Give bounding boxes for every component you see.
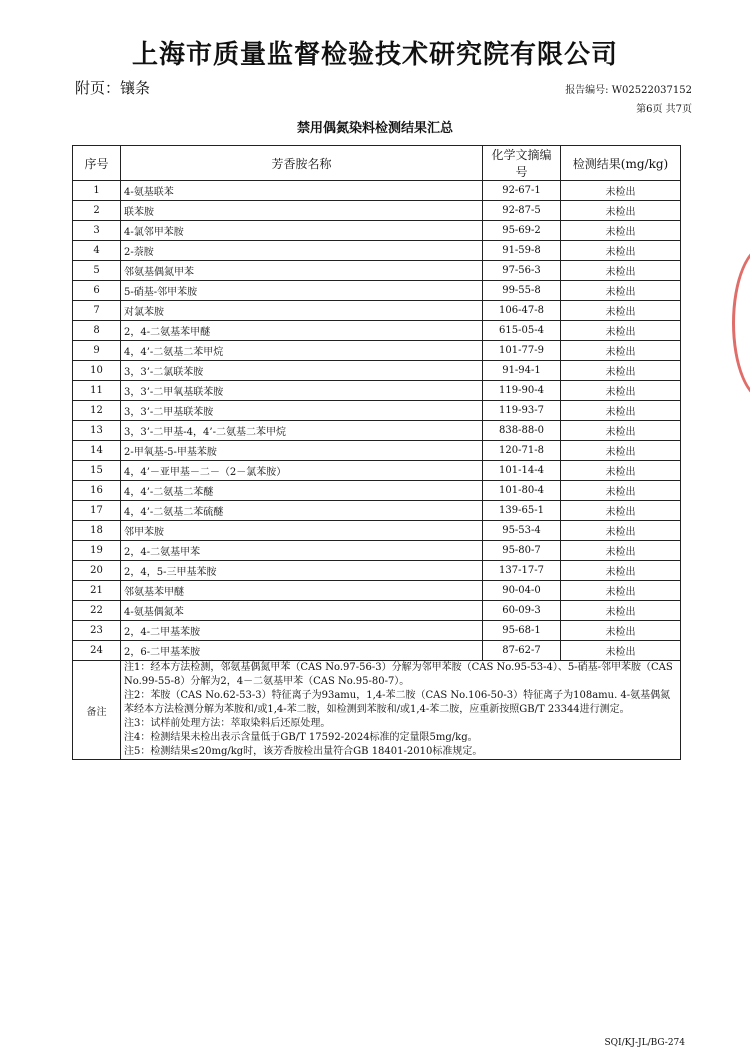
- cell-name: 2-萘胺: [121, 241, 483, 261]
- cell-result: 未检出: [561, 321, 681, 341]
- table-row: [73, 621, 681, 641]
- notes-content: [121, 661, 681, 760]
- cell-no: 1: [73, 181, 121, 201]
- cell-no: 13: [73, 421, 121, 441]
- cell-cas: 139-65-1: [483, 501, 561, 521]
- table-title: 禁用偶氮染料检测结果汇总: [296, 121, 453, 136]
- cell-name: 4-氨基偶氮苯: [121, 601, 483, 621]
- cell-cas: 101-80-4: [483, 481, 561, 501]
- cell-result: 未检出: [561, 401, 681, 421]
- cell-name: 2，6-二甲基苯胺: [121, 641, 483, 661]
- note-line: 注3：试样前处理方法：萃取染料后还原处理。: [124, 718, 331, 729]
- note-line: 注5：检测结果≤20mg/kg时，该芳香胺检出量符合GB 18401-2010标准规定。: [124, 746, 483, 757]
- note-line: 注1：经本方法检测，邻氨基偶氮甲苯（CAS No.97-56-3）分解为邻甲苯胺（CAS No.95-53-4）、5-硝基-邻甲苯胺（CAS No.99-55-8）分解为2，4－二氨基甲苯（CAS No.95-80-7）。: [124, 662, 673, 687]
- cell-no: 8: [73, 321, 121, 341]
- cell-result: 未检出: [561, 301, 681, 321]
- cell-result: 未检出: [561, 201, 681, 221]
- cell-no: 18: [73, 521, 121, 541]
- cell-name: 3，3’-二氯联苯胺: [121, 361, 483, 381]
- cell-cas: 615-05-4: [483, 321, 561, 341]
- column-header-result: 检测结果(mg/kg): [561, 146, 681, 181]
- cell-name: 2，4-二氨基苯甲醚: [121, 321, 483, 341]
- cell-no: 20: [73, 561, 121, 581]
- cell-no: 17: [73, 501, 121, 521]
- cell-cas: 97-56-3: [483, 261, 561, 281]
- table-header-row: [73, 146, 681, 181]
- notes-label: 备注: [73, 661, 121, 760]
- cell-cas: 91-59-8: [483, 241, 561, 261]
- cell-cas: 60-09-3: [483, 601, 561, 621]
- cell-name: 4，4’-二氨基二苯甲烷: [121, 341, 483, 361]
- cell-no: 11: [73, 381, 121, 401]
- cell-name: 邻甲苯胺: [121, 521, 483, 541]
- table-row: [73, 181, 681, 201]
- cell-result: 未检出: [561, 341, 681, 361]
- cell-cas: 838-88-0: [483, 421, 561, 441]
- cell-cas: 101-14-4: [483, 461, 561, 481]
- cell-no: 19: [73, 541, 121, 561]
- cell-cas: 119-90-4: [483, 381, 561, 401]
- cell-cas: 87-62-7: [483, 641, 561, 661]
- cell-result: 未检出: [561, 461, 681, 481]
- cell-name: 邻氨基偶氮甲苯: [121, 261, 483, 281]
- cell-cas: 95-69-2: [483, 221, 561, 241]
- document-code: SQI/KJ-JL/BG-274: [604, 1038, 685, 1048]
- cell-result: 未检出: [561, 581, 681, 601]
- table-row: [73, 541, 681, 561]
- cell-name: 2-甲氧基-5-甲基苯胺: [121, 441, 483, 461]
- cell-result: 未检出: [561, 541, 681, 561]
- table-row: [73, 461, 681, 481]
- cell-no: 21: [73, 581, 121, 601]
- cell-result: 未检出: [561, 261, 681, 281]
- note-line: 注4：检测结果未检出表示含量低于GB/T 17592-2024标准的定量限5mg/kg。: [124, 732, 478, 743]
- table-row: [73, 581, 681, 601]
- red-seal-stamp: [732, 245, 750, 401]
- cell-no: 3: [73, 221, 121, 241]
- cell-cas: 106-47-8: [483, 301, 561, 321]
- cell-result: 未检出: [561, 221, 681, 241]
- column-header-cas: 化学文摘编号: [483, 146, 561, 181]
- table-row: [73, 381, 681, 401]
- cell-result: 未检出: [561, 381, 681, 401]
- table-row: [73, 481, 681, 501]
- cell-no: 23: [73, 621, 121, 641]
- cell-cas: 119-93-7: [483, 401, 561, 421]
- table-row: [73, 281, 681, 301]
- cell-cas: 95-80-7: [483, 541, 561, 561]
- cell-name: 2，4-二氨基甲苯: [121, 541, 483, 561]
- table-row: [73, 521, 681, 541]
- cell-no: 5: [73, 261, 121, 281]
- cell-no: 6: [73, 281, 121, 301]
- table-row: [73, 641, 681, 661]
- cell-name: 3，3’-二甲基联苯胺: [121, 401, 483, 421]
- cell-result: 未检出: [561, 441, 681, 461]
- table-row: [73, 561, 681, 581]
- table-row: [73, 401, 681, 421]
- cell-result: 未检出: [561, 501, 681, 521]
- cell-name: 2，4-二甲基苯胺: [121, 621, 483, 641]
- cell-result: 未检出: [561, 621, 681, 641]
- cell-cas: 95-53-4: [483, 521, 561, 541]
- cell-name: 3，3’-二甲基-4，4’-二氨基二苯甲烷: [121, 421, 483, 441]
- cell-no: 2: [73, 201, 121, 221]
- cell-no: 9: [73, 341, 121, 361]
- cell-name: 邻氨基苯甲醚: [121, 581, 483, 601]
- cell-name: 4-氨基联苯: [121, 181, 483, 201]
- cell-result: 未检出: [561, 421, 681, 441]
- cell-no: 10: [73, 361, 121, 381]
- organization-title: 上海市质量监督检验技术研究院有限公司: [131, 40, 618, 70]
- cell-no: 12: [73, 401, 121, 421]
- cell-no: 7: [73, 301, 121, 321]
- table-row: [73, 321, 681, 341]
- cell-name: 对氯苯胺: [121, 301, 483, 321]
- cell-cas: 92-67-1: [483, 181, 561, 201]
- cell-no: 4: [73, 241, 121, 261]
- cell-result: 未检出: [561, 281, 681, 301]
- cell-name: 3，3’-二甲氧基联苯胺: [121, 381, 483, 401]
- table-row: [73, 341, 681, 361]
- cell-name: 4，4’-二氨基二苯硫醚: [121, 501, 483, 521]
- cell-result: 未检出: [561, 521, 681, 541]
- attachment-label: 附页：镶条: [75, 79, 151, 97]
- table-row: [73, 221, 681, 241]
- table-row: [73, 261, 681, 281]
- report-number: 报告编号: W02522037152: [565, 85, 692, 96]
- table-row: [73, 421, 681, 441]
- cell-cas: 92-87-5: [483, 201, 561, 221]
- cell-result: 未检出: [561, 361, 681, 381]
- results-table: [72, 145, 681, 760]
- cell-cas: 91-94-1: [483, 361, 561, 381]
- cell-no: 14: [73, 441, 121, 461]
- cell-cas: 120-71-8: [483, 441, 561, 461]
- column-header-name: 芳香胺名称: [121, 146, 483, 181]
- cell-cas: 90-04-0: [483, 581, 561, 601]
- table-row: [73, 441, 681, 461]
- table-row: [73, 301, 681, 321]
- table-row: [73, 241, 681, 261]
- cell-name: 4，4’－亚甲基－二－（2－氯苯胺）: [121, 461, 483, 481]
- cell-no: 15: [73, 461, 121, 481]
- cell-result: 未检出: [561, 641, 681, 661]
- cell-result: 未检出: [561, 181, 681, 201]
- cell-result: 未检出: [561, 481, 681, 501]
- table-row: [73, 601, 681, 621]
- cell-cas: 137-17-7: [483, 561, 561, 581]
- cell-no: 22: [73, 601, 121, 621]
- cell-name: 4，4’-二氨基二苯醚: [121, 481, 483, 501]
- notes-row: [73, 661, 681, 760]
- cell-result: 未检出: [561, 241, 681, 261]
- column-header-no: 序号: [73, 146, 121, 181]
- cell-no: 24: [73, 641, 121, 661]
- cell-name: 2，4，5-三甲基苯胺: [121, 561, 483, 581]
- cell-cas: 95-68-1: [483, 621, 561, 641]
- table-row: [73, 201, 681, 221]
- cell-name: 5-硝基-邻甲苯胺: [121, 281, 483, 301]
- cell-cas: 101-77-9: [483, 341, 561, 361]
- cell-name: 联苯胺: [121, 201, 483, 221]
- page-number: 第6页 共7页: [636, 104, 692, 115]
- cell-name: 4-氯邻甲苯胺: [121, 221, 483, 241]
- note-line: 注2：苯胺（CAS No.62-53-3）特征离子为93amu，1,4-苯二胺（CAS No.106-50-3）特征离子为108amu. 4-氨基偶氮苯经本方法检测分解为苯胺和/或1,4-苯二胺，如检测到苯胺和/或1,4-苯二胺，应重新按照GB/T 23344进行测定。: [124, 690, 671, 715]
- cell-cas: 99-55-8: [483, 281, 561, 301]
- cell-result: 未检出: [561, 601, 681, 621]
- table-row: [73, 361, 681, 381]
- cell-result: 未检出: [561, 561, 681, 581]
- cell-no: 16: [73, 481, 121, 501]
- table-row: [73, 501, 681, 521]
